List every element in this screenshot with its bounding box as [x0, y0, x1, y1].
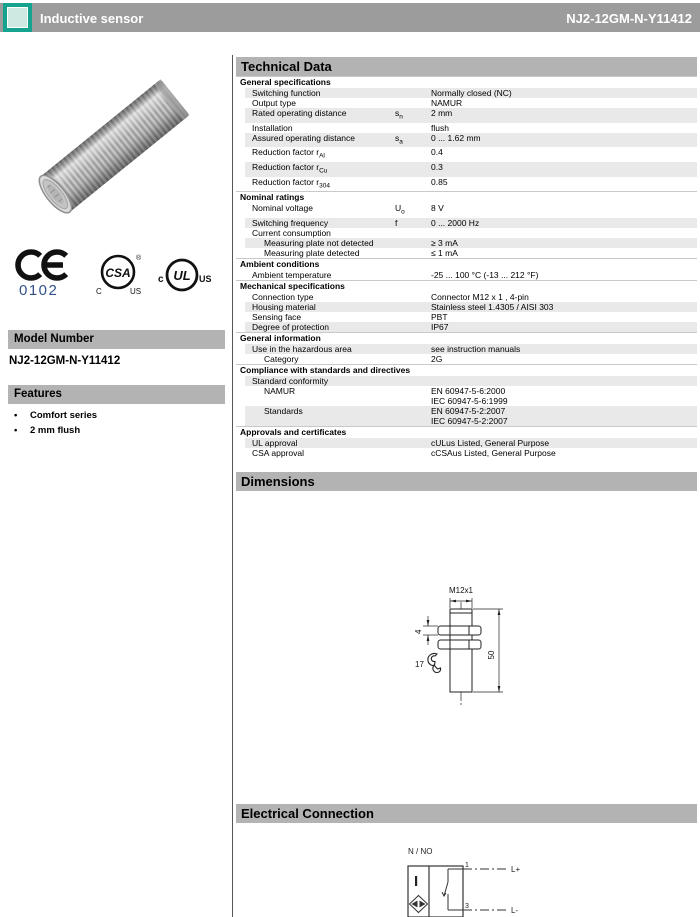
- spec-label: CSA approval: [252, 448, 304, 459]
- spec-symbol: [395, 177, 431, 192]
- spec-value: ≥ 3 mA: [431, 238, 458, 249]
- spec-label: Degree of protection: [252, 322, 330, 333]
- spec-symbol: [395, 386, 431, 406]
- spec-label: Ambient temperature: [252, 270, 332, 281]
- spec-value: 0 ... 1.62 mm: [431, 132, 481, 143]
- right-column: [236, 57, 697, 916]
- spec-value: 0.85: [431, 176, 448, 187]
- csa-c: C: [96, 287, 102, 296]
- spec-row: [245, 270, 697, 280]
- lplus-label: L+: [511, 865, 521, 875]
- ul-c: c: [158, 274, 164, 285]
- spec-row: [245, 162, 697, 177]
- spec-symbol: [395, 270, 431, 280]
- sensor-outline: [450, 609, 472, 692]
- spec-value: NAMUR: [431, 98, 463, 108]
- dim-length: [473, 609, 503, 692]
- spec-label: Current consumption: [252, 228, 331, 239]
- feature-text: 2 mm flush: [30, 425, 81, 436]
- feature-item: [14, 410, 97, 421]
- ce-mark-icon: [18, 252, 66, 278]
- spec-value: flush: [431, 122, 449, 133]
- spec-label: Connection type: [252, 292, 314, 303]
- spec-label: Use in the hazardous area: [252, 344, 352, 355]
- spec-value: Connector M12 x 1 , 4-pin: [431, 292, 529, 303]
- spec-row: [245, 322, 697, 332]
- spec-row: [245, 386, 697, 406]
- feature-text: Comfort series: [30, 410, 98, 421]
- namur-diamond-icon: [410, 896, 428, 913]
- approval-logos: [0, 242, 232, 312]
- spec-value: EN 60947-5-6:2000 IEC 60947-5-6:1999: [431, 386, 508, 407]
- spec-label: Output type: [252, 98, 296, 108]
- dim-thread-label: M12x1: [448, 586, 474, 596]
- spec-symbol: [395, 162, 431, 177]
- spec-value: [431, 228, 697, 238]
- spec-value: PBT: [431, 312, 448, 323]
- wiring-type-label: N / NO: [408, 847, 433, 857]
- spec-value: cCSAus Listed, General Purpose: [431, 448, 556, 459]
- spec-label: Assured operating distance: [252, 132, 356, 143]
- spec-symbol: [395, 248, 431, 258]
- ce-number: 0102: [19, 282, 59, 299]
- spec-label: Nominal voltage: [252, 203, 313, 214]
- spec-row: [245, 228, 697, 238]
- spec-label: Switching function: [252, 88, 321, 98]
- spec-symbol: [395, 376, 431, 386]
- spec-symbol: [395, 147, 431, 162]
- spec-value: 2 mm: [431, 108, 453, 118]
- spec-label: Standard conformity: [252, 376, 329, 387]
- spec-value: 8 V: [431, 203, 444, 214]
- spec-symbol: $s_a$: [395, 132, 403, 146]
- core-symbol: I: [414, 873, 419, 891]
- spec-row: [245, 292, 697, 302]
- spec-symbol: $s_n$: [395, 108, 403, 121]
- page-title: Inductive sensor: [40, 11, 144, 26]
- csa-us: US: [130, 287, 142, 296]
- wrench-size-label: 17: [415, 660, 424, 670]
- spec-label: Switching frequency: [252, 218, 329, 229]
- spec-row: [245, 177, 697, 192]
- spec-symbol: [395, 302, 431, 312]
- dimensions-area: [236, 491, 697, 804]
- ul-mark-icon: [158, 260, 212, 290]
- spec-row: [245, 354, 697, 364]
- spec-symbol: [395, 406, 431, 426]
- spec-section-header: Compliance with standards and directives: [236, 364, 697, 376]
- dimension-drawing: [390, 560, 575, 712]
- spec-value: ≤ 1 mA: [431, 248, 458, 259]
- dim-nut: [423, 616, 438, 645]
- csa-letters: CSA: [105, 266, 131, 280]
- spec-label: NAMUR: [264, 386, 296, 397]
- spec-symbol: [395, 123, 431, 133]
- spec-value: Stainless steel 1.4305 / AISI 303: [431, 302, 554, 313]
- spec-label: Sensing face: [252, 312, 302, 323]
- wiring-diagram: [398, 842, 548, 917]
- spec-value: IP67: [431, 322, 449, 333]
- spec-row: [245, 203, 697, 218]
- spec-label: Rated operating distance: [252, 108, 347, 118]
- header-bar: [0, 3, 700, 32]
- spec-value: 0.3: [431, 162, 443, 173]
- header-part-number: NJ2-12GM-N-Y11412: [566, 11, 692, 26]
- spec-row: [245, 108, 697, 123]
- spec-label: Standards: [264, 406, 303, 417]
- pin1-label: 1: [465, 862, 469, 870]
- spec-symbol: [395, 354, 431, 364]
- spec-symbol: [395, 98, 431, 108]
- spec-row: [245, 448, 697, 458]
- brand-logo-icon: [3, 3, 32, 32]
- spec-row: [245, 302, 697, 312]
- left-column: [0, 32, 232, 917]
- technical-data-heading: Technical Data: [236, 57, 697, 76]
- spec-value: 0.4: [431, 147, 443, 158]
- spec-label: Measuring plate detected: [264, 248, 360, 259]
- spec-row: [245, 98, 697, 108]
- spec-label: UL approval: [252, 438, 298, 449]
- spec-label: Housing material: [252, 302, 316, 313]
- spec-value: -25 ... 100 °C (-13 ... 212 °F): [431, 270, 539, 281]
- features-list: [14, 410, 97, 440]
- spec-row: [245, 248, 697, 258]
- spec-symbol: [395, 312, 431, 322]
- lminus-label: L-: [511, 906, 519, 916]
- model-number-value: NJ2-12GM-N-Y11412: [9, 355, 121, 367]
- feature-item: [14, 425, 97, 436]
- model-number-heading: Model Number: [8, 330, 225, 349]
- spec-value: 0 ... 2000 Hz: [431, 218, 480, 229]
- csa-registered-icon: ®: [136, 255, 142, 262]
- spec-row: [245, 218, 697, 228]
- spec-section-header: Approvals and certificates: [236, 426, 697, 438]
- dimensions-heading: Dimensions: [236, 472, 697, 491]
- ul-letters: UL: [173, 268, 191, 283]
- dim-nut-label: 4: [414, 629, 423, 635]
- spec-row: [245, 312, 697, 322]
- spec-row: [245, 344, 697, 354]
- spec-label: Reduction factor $r_{Cu}$: [252, 162, 328, 175]
- spec-symbol: [395, 228, 431, 238]
- spec-symbol: [395, 448, 431, 458]
- spec-value: 2G: [431, 354, 443, 365]
- spec-row: [245, 123, 697, 133]
- spec-row: [245, 133, 697, 148]
- spec-row: [245, 238, 697, 248]
- spec-symbol: [395, 438, 431, 448]
- spec-row: [245, 376, 697, 386]
- spec-symbol: [395, 344, 431, 354]
- spec-label: Category: [264, 354, 299, 365]
- spec-value: [431, 376, 697, 386]
- features-heading: Features: [8, 385, 225, 404]
- spec-label: Installation: [252, 122, 293, 133]
- column-divider: [232, 55, 233, 917]
- spec-value: Normally closed (NC): [431, 88, 512, 98]
- sensor-body: [34, 79, 190, 217]
- spec-symbol: [395, 88, 431, 98]
- spec-section-header: General information: [236, 332, 697, 344]
- spec-section-header: Mechanical specifications: [236, 280, 697, 292]
- spec-symbol: [395, 292, 431, 302]
- spec-value: cULus Listed, General Purpose: [431, 438, 550, 449]
- product-photo: [10, 45, 222, 241]
- spec-label: Reduction factor $r_{Al}$: [252, 147, 325, 161]
- spec-row: [245, 88, 697, 98]
- spec-value: see instruction manuals: [431, 344, 521, 355]
- spec-symbol: f: [395, 218, 398, 229]
- csa-mark-icon: [96, 254, 142, 296]
- dim-length-label: 50: [487, 650, 496, 660]
- electrical-area: [236, 823, 697, 916]
- spec-section-header: Nominal ratings: [236, 191, 697, 203]
- spec-row: [245, 147, 697, 162]
- spec-label: Measuring plate not detected: [264, 238, 374, 249]
- bullet-icon: •: [14, 410, 18, 421]
- spec-section-header: General specifications: [236, 76, 697, 88]
- spec-table: [236, 76, 697, 458]
- wrench-icon: [428, 654, 441, 673]
- spec-section-header: Ambient conditions: [236, 258, 697, 270]
- bullet-icon: •: [14, 425, 18, 436]
- switch-symbol: [442, 869, 463, 910]
- spec-symbol: $U_o$: [395, 203, 405, 217]
- spec-symbol: [395, 322, 431, 332]
- spec-row: [245, 406, 697, 426]
- spec-value: EN 60947-5-2:2007 IEC 60947-5-2:2007: [431, 406, 508, 427]
- ul-us: US: [199, 274, 212, 284]
- electrical-connection-heading: Electrical Connection: [236, 804, 697, 823]
- spec-row: [245, 438, 697, 448]
- pin3-label: 3: [465, 903, 469, 911]
- spec-symbol: [395, 238, 431, 248]
- wires: [463, 869, 506, 910]
- spec-label: Reduction factor $r_{304}$: [252, 176, 330, 190]
